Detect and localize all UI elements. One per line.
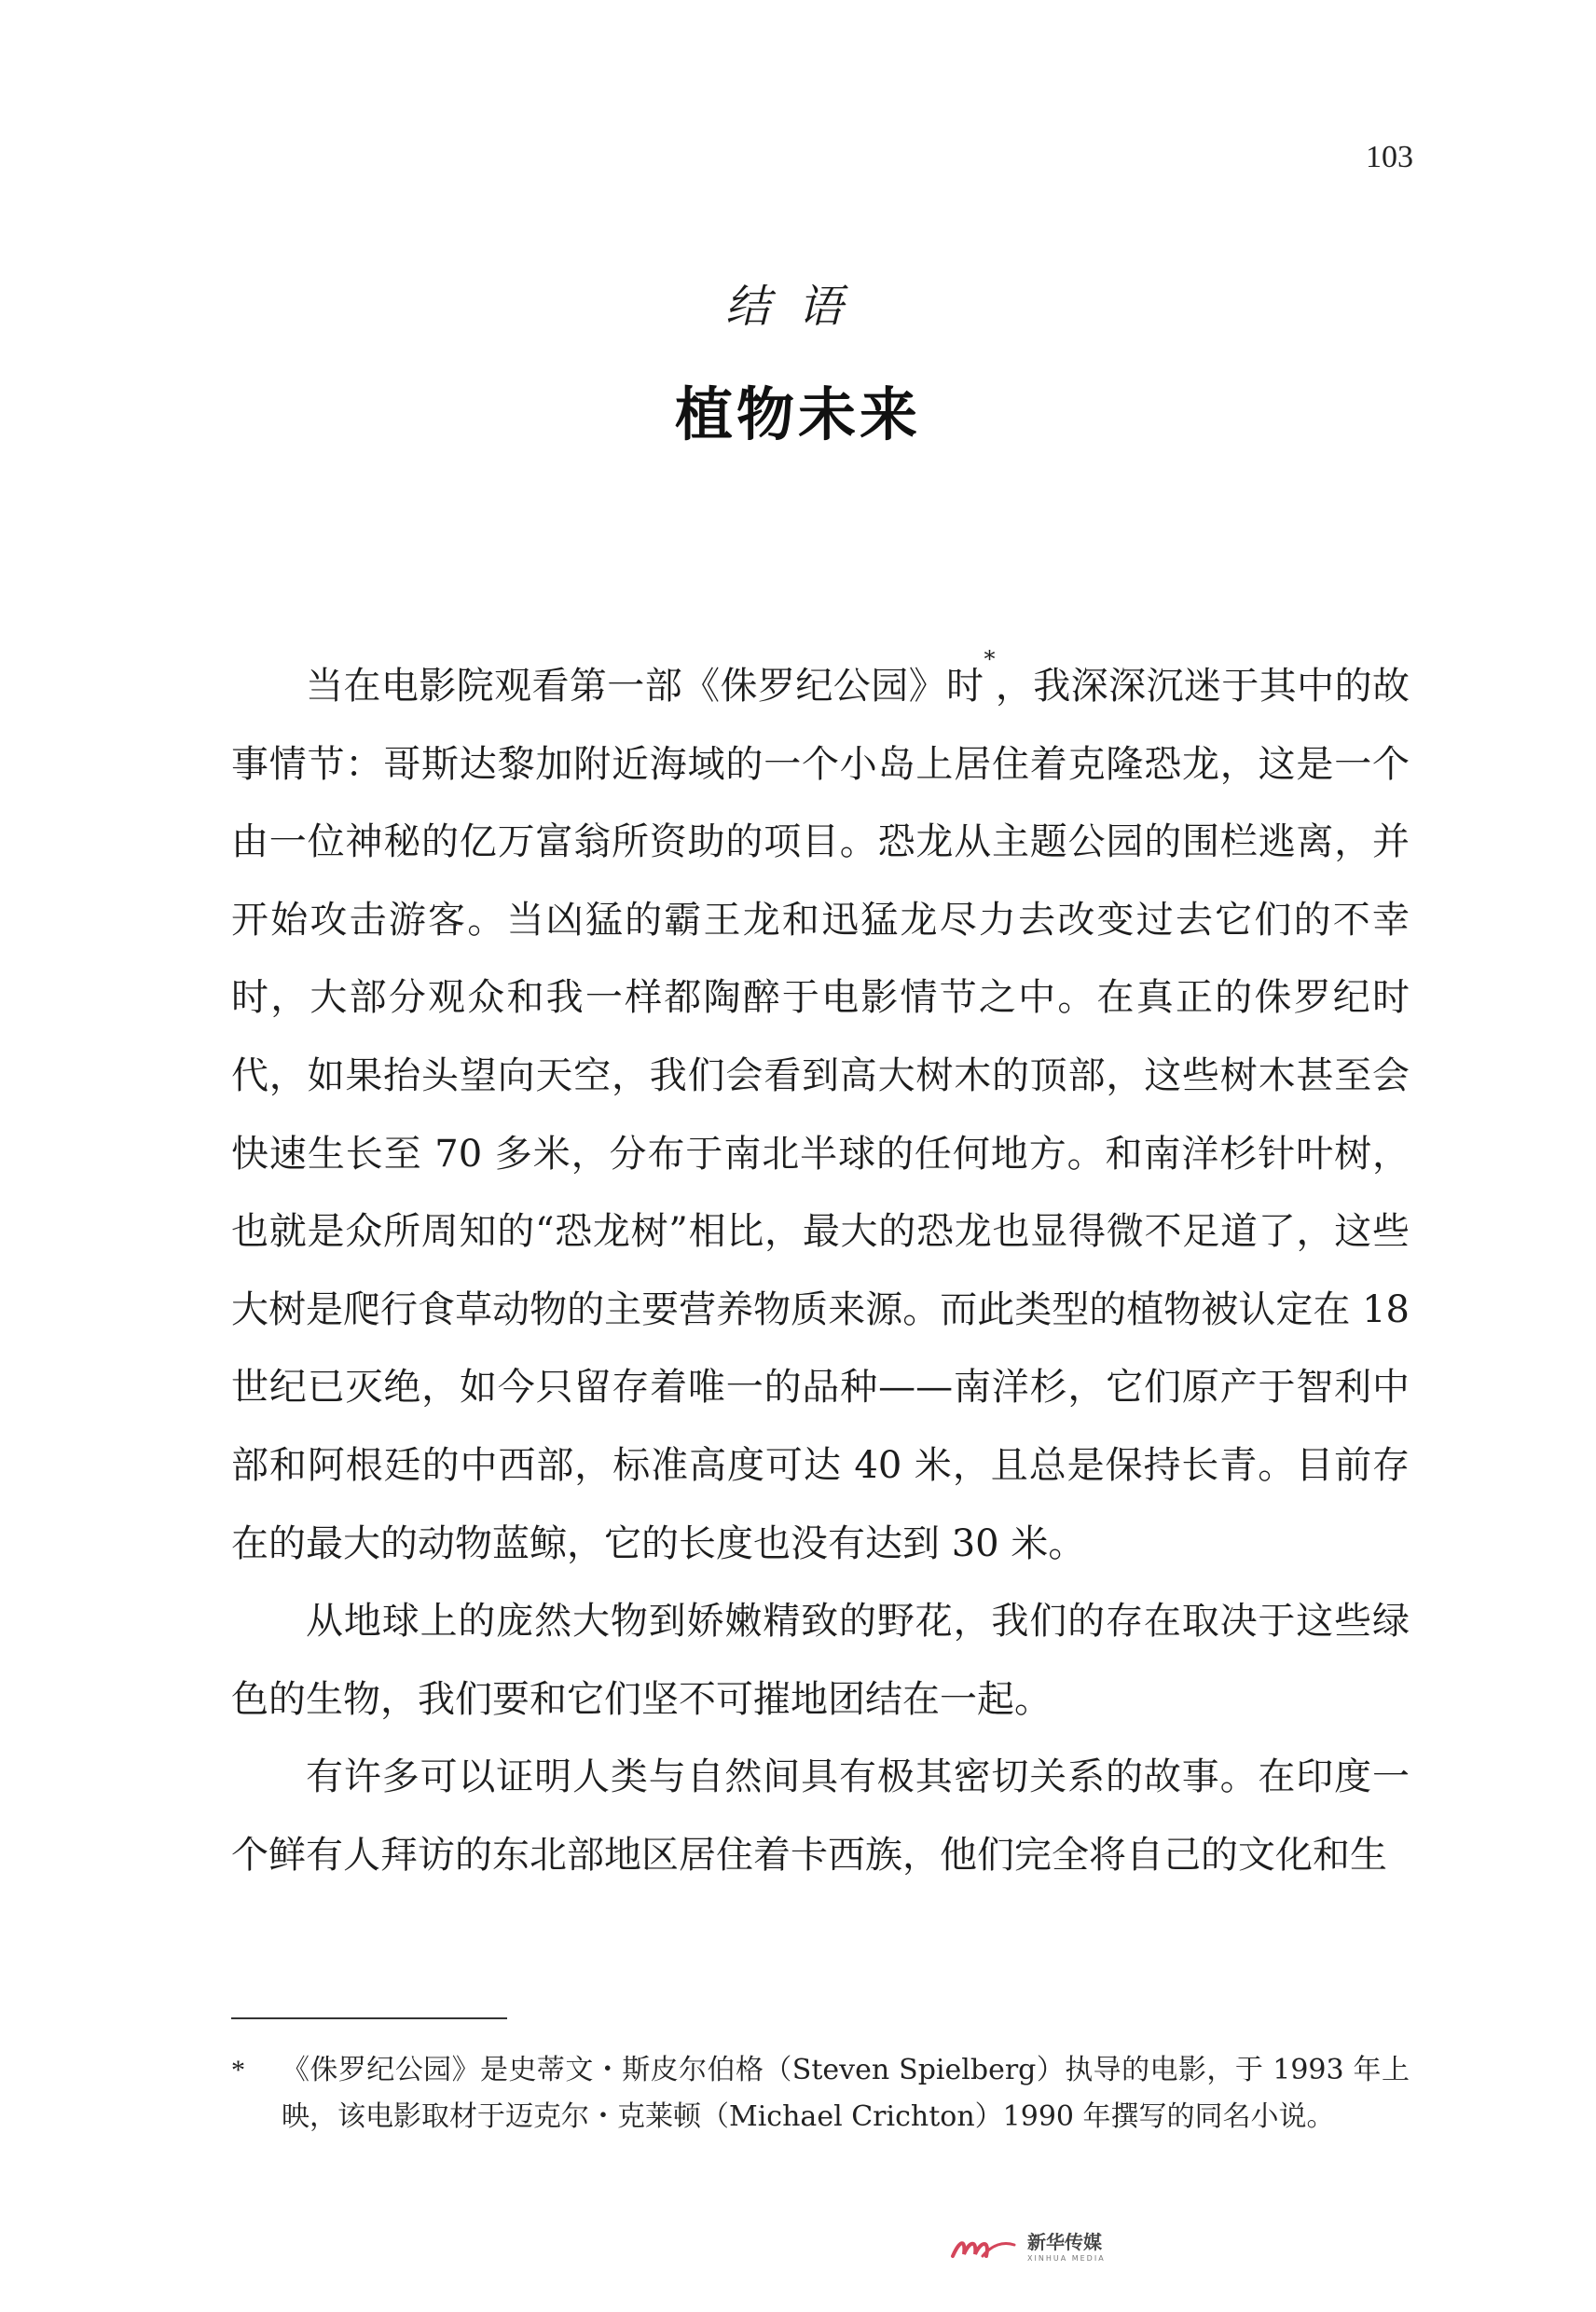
- footnote-divider: [231, 2017, 507, 2019]
- paragraph-1-part-2: ，我深深沉迷于其中的故事情节：哥斯达黎加附近海域的一个小岛上居住着克隆恐龙，这是一个由一位神秘的亿万富翁所资助的项目。恐龙从主题公园的围栏逃离，并开始攻击游客。当凶猛的霸王龙和迅猛龙尽力去改变过去它们的不幸时，大部分观众和我一样都陶醉于电影情节之中。在真正的侏罗纪时代，如果抬头望向天空，我们会看到高大树木的顶部，这些树木甚至会快速生长至 70 多米，分布于南北半球的任何地方。和南洋杉针叶树，也就是众所周知的“恐龙树”相比，最大的恐龙也显得微不足道了，这些大树是爬行食草动物的主要营养物质来源。而此类型的植物被认定在 18 世纪已灭绝，如今只留存着唯一的品种——南洋杉，它们原产于智利中部和阿根廷的中西部，标准高度可达 40 米，且总是保持长青。目前存在的最大的动物蓝鲸，它的长度也没有达到 30 米。: [231, 665, 1410, 1565]
- publisher-name-cn: 新华传媒: [1027, 2231, 1102, 2253]
- footnote-text: 《侏罗纪公园》是史蒂文・斯皮尔伯格（Steven Spielberg）执导的电影，于 1993 年上映，该电影取材于迈克尔・克莱顿（Michael Crichton）1990 年撰写的同名小说。: [282, 2054, 1410, 2133]
- footnote: [231, 2047, 1410, 2140]
- publisher-logo-icon: [949, 2232, 1018, 2264]
- paragraph-1: [231, 648, 1410, 1583]
- publisher-logo: [949, 2232, 1106, 2264]
- paragraph-2: 从地球上的庞然大物到娇嫩精致的野花，我们的存在取决于这些绿色的生物，我们要和它们坚不可摧地团结在一起。: [231, 1600, 1410, 1721]
- body-text: [231, 648, 1410, 1895]
- publisher-logo-text: [1027, 2233, 1106, 2263]
- chapter-title: 植物未来: [674, 380, 921, 448]
- paragraph-1-part-1: 当在电影院观看第一部《侏罗纪公园》时: [306, 665, 984, 708]
- chapter-label: 结语: [724, 281, 871, 333]
- footnote-mark: *: [231, 2055, 245, 2085]
- page-number: 103: [1366, 140, 1413, 174]
- paragraph-3: 有许多可以证明人类与自然间具有极其密切关系的故事。在印度一个鲜有人拜访的东北部地区居住着卡西族，他们完全将自己的文化和生: [231, 1755, 1410, 1877]
- publisher-name-en: XINHUA MEDIA: [1027, 2254, 1106, 2263]
- footnote-reference[interactable]: *: [984, 646, 996, 672]
